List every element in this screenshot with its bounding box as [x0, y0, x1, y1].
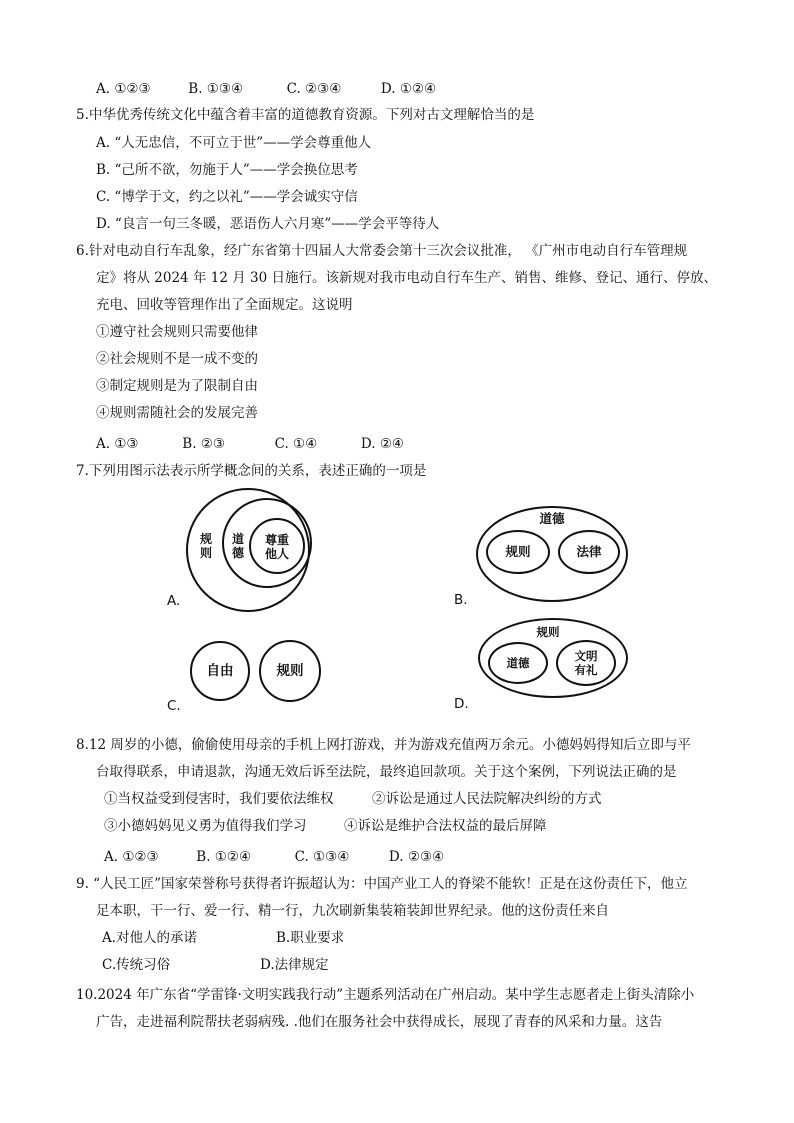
q4-options	[96, 80, 436, 98]
diagram-a-outer-label: 规则	[199, 532, 212, 560]
q9-stem-line1: 9. “人民工匠”国家荣誉称号获得者许振超认为：中国产业工人的脊梁不能软！正是在这份责任下，他立	[76, 876, 688, 892]
diagram-b-letter: B.	[454, 592, 468, 608]
q8-statement-4: ④诉讼是维护合法权益的最后屏障	[344, 818, 547, 834]
q10-stem-line1: 10.2024 年广东省“学雷锋·文明实践我行动”主题系列活动在广州启动。某中学生志愿者走上街头清除小	[76, 987, 695, 1003]
diagram-a-inner-line2: 他人	[264, 547, 289, 561]
q10-stem-line2: 广告，走进福利院帮扶老弱病残. .他们在服务社会中获得成长，展现了青春的风采和力量。这告	[96, 1014, 663, 1030]
q4-option-b: B. ①③④	[188, 81, 244, 97]
q8-stem-line1: 8.12 周岁的小德，偷偷使用母亲的手机上网打游戏，并为游戏充值两万余元。小德妈妈得知后立即与平	[76, 737, 691, 753]
diagram-d-outer-label: 规则	[536, 625, 560, 639]
q9-option-c: C.传统习俗	[102, 957, 171, 973]
q5-option-c: C. “博学于文，约之以礼”——学会诚实守信	[96, 189, 358, 205]
q8-option-d: D. ②③④	[388, 849, 445, 865]
diagram-c-right-label: 规则	[276, 663, 304, 679]
q8-statement-3: ③小德妈妈见义勇为值得我们学习	[104, 818, 307, 834]
q8-stem-line2: 台取得联系，申请退款，沟通无效后诉至法院，最终追回款项。关于这个案例，下列说法正确的是	[96, 764, 677, 780]
diagram-a-middle-label: 道德	[231, 532, 244, 560]
q5-stem: 5.中华优秀传统文化中蕴含着丰富的道德教育资源。下列对古文理解恰当的是	[76, 107, 535, 123]
q6-option-a: A. ①③	[96, 436, 139, 452]
q6-stem-line2: 定》将从 2024 年 12 月 30 日施行。该新规对我市电动自行车生产、销售、维修、登记、通行、停放、	[96, 270, 717, 286]
q6-options	[96, 435, 404, 453]
q4-option-a: A. ①②③	[96, 81, 151, 97]
q8-statement-1: ①当权益受到侵害时，我们要依法维权	[104, 791, 334, 807]
q4-option-d: D. ①②④	[380, 81, 437, 97]
q4-option-c: C. ②③④	[286, 81, 342, 97]
q6-stem-line3: 充电、回收等管理作出了全面规定。这说明	[96, 297, 353, 313]
diagram-a-inner-label	[252, 533, 302, 561]
q5-option-a: A. “人无忠信，不可立于世”——学会尊重他人	[96, 135, 372, 151]
q6-statement-2: ②社会规则不是一成不变的	[96, 351, 258, 367]
q6-statement-3: ③制定规则是为了限制自由	[96, 378, 258, 394]
diagram-b-left-label: 规则	[505, 544, 531, 559]
q8-option-b: B. ①②④	[196, 849, 252, 865]
diagram-a-letter: A.	[167, 593, 181, 609]
q9-option-a: A.对他人的承诺	[102, 930, 198, 946]
diagram-d-right-label	[566, 649, 606, 677]
q6-statement-1: ①遵守社会规则只需要他律	[96, 324, 258, 340]
diagram-c-letter: C.	[167, 698, 181, 714]
q8-options	[104, 848, 444, 866]
diagram-b-right-label: 法律	[576, 544, 602, 559]
q6-option-c: C. ①④	[274, 436, 318, 452]
q9-option-d: D.法律规定	[260, 957, 329, 973]
diagram-d-left-label: 道德	[506, 656, 530, 670]
q9-stem-line2: 足本职，干一行、爱一行、精一行，九次刷新集装箱装卸世界纪录。他的这份责任来自	[96, 903, 609, 919]
diagram-d-letter: D.	[454, 696, 469, 712]
q9-option-b: B.职业要求	[276, 930, 345, 946]
q7-stem: 7.下列用图示法表示所学概念间的关系，表述正确的一项是	[76, 463, 427, 479]
q6-statement-4: ④规则需随社会的发展完善	[96, 405, 258, 421]
diagram-b-outer-label: 道德	[539, 511, 565, 526]
diagram-d-right-line2: 有礼	[574, 663, 598, 677]
q6-stem-line1: 6.针对电动自行车乱象，经广东省第十四届人大常委会第十三次会议批准， 《广州市电动自行车管理规	[76, 243, 688, 259]
diagram-c-left-label: 自由	[206, 663, 234, 679]
q8-statement-2: ②诉讼是通过人民法院解决纠纷的方式	[372, 791, 602, 807]
q8-option-a: A. ①②③	[104, 849, 159, 865]
q6-option-d: D. ②④	[360, 436, 405, 452]
q5-option-b: B. “己所不欲，勿施于人”——学会换位思考	[96, 162, 358, 178]
q8-option-c: C. ①③④	[294, 849, 350, 865]
diagram-a-inner-line1: 尊重	[264, 533, 289, 547]
diagram-d-right-line1: 文明	[574, 649, 598, 663]
q6-option-b: B. ②③	[182, 436, 226, 452]
q5-option-d: D. “良言一句三冬暖，恶语伤人六月寒”——学会平等待人	[96, 216, 440, 232]
